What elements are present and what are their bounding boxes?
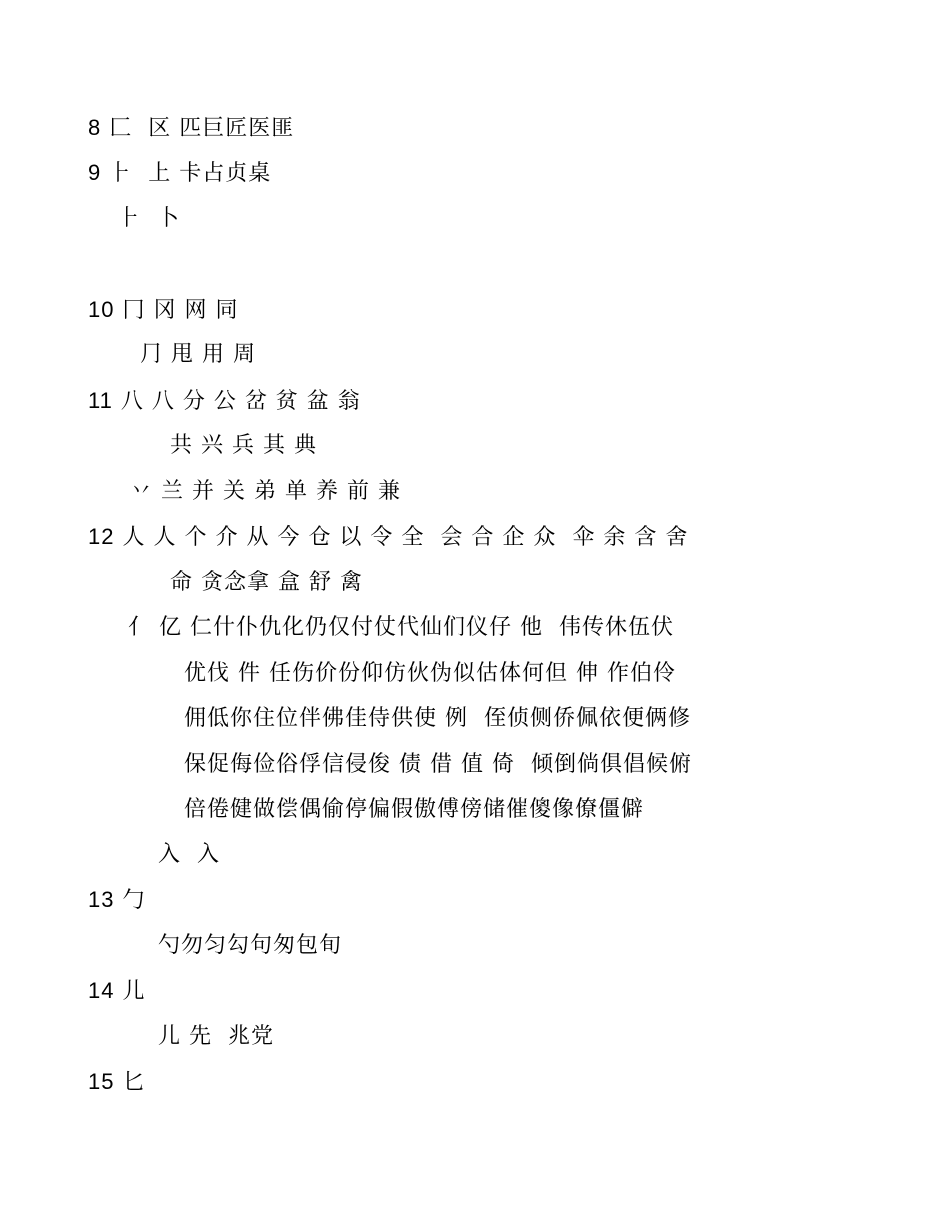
radical-subline — [128, 613, 674, 643]
line-text: 匚 区 匹巨匠医匪 — [109, 116, 295, 141]
radical-subline — [130, 477, 401, 507]
radical-subline — [170, 431, 317, 461]
line-text: ⺊ 上 卡占贞桌 — [109, 161, 272, 186]
line-text: 匕 — [122, 1070, 146, 1095]
line-text: 冂 冈 网 同 — [122, 298, 239, 323]
radical-number: 10 — [88, 297, 115, 322]
line-text: 倍倦健做偿偶偷停偏假傲傅傍储催傻像僚僵僻 — [184, 797, 645, 822]
radical-line-12 — [88, 522, 688, 553]
radical-line-10 — [88, 295, 238, 326]
radical-subline — [158, 1022, 274, 1052]
radical-line-8 — [88, 113, 294, 144]
radical-subline — [118, 204, 180, 234]
radical-number: 11 — [88, 388, 113, 413]
radical-subline — [158, 931, 342, 961]
radical-number: 8 — [88, 115, 102, 140]
line-text: 保促侮俭俗俘信侵俊 债 借 值 倚 倾倒倘俱倡候俯 — [184, 752, 692, 777]
line-text: 八 八 分 公 岔 贫 盆 翁 — [120, 389, 361, 414]
radical-line-15 — [88, 1067, 146, 1098]
line-text: ⺊ 卜 — [118, 206, 180, 231]
radical-number: 13 — [88, 887, 115, 912]
radical-subline — [184, 704, 691, 734]
radical-line-11 — [88, 386, 361, 417]
radical-subline — [184, 659, 676, 689]
line-text: ⺆ 甩 用 周 — [140, 342, 256, 367]
radical-subline — [184, 795, 644, 825]
radical-line-14 — [88, 976, 146, 1007]
line-text: 佣低你住位伴佛佳侍供使 例 侄侦侧侨佩依便俩修 — [184, 706, 691, 731]
line-text: 儿 — [122, 979, 146, 1004]
radical-number: 15 — [88, 1069, 115, 1094]
radical-line-9 — [88, 158, 271, 189]
radical-subline — [184, 750, 692, 780]
radical-subline — [170, 568, 363, 598]
line-text: 儿 先 兆党 — [158, 1024, 274, 1049]
line-text: 入 入 — [158, 842, 220, 867]
radical-subline — [140, 340, 256, 370]
line-text: 勺勿匀勾句匆包旬 — [158, 933, 343, 958]
radical-number: 12 — [88, 524, 115, 549]
line-text: 命 贪念拿 盒 舒 禽 — [170, 570, 363, 595]
line-text: 人 人 个 介 从 今 仓 以 令 全 会 合 企 众 伞 余 含 舍 — [122, 525, 689, 550]
line-text: 亻 亿 仁什仆仇化仍仅付仗代仙们仪仔 他 伟传休伍伏 — [128, 615, 674, 640]
radical-subline — [158, 840, 220, 870]
radical-line-13 — [88, 885, 146, 916]
radical-number: 9 — [88, 160, 102, 185]
radical-number: 14 — [88, 978, 115, 1003]
line-text: 丷 兰 并 关 弟 单 养 前 兼 — [130, 479, 401, 504]
line-text: 勹 — [122, 888, 146, 913]
line-text: 共 兴 兵 其 典 — [170, 433, 317, 458]
line-text: 优伐 件 任伤价份仰仿伙伪似估体何但 伸 作伯伶 — [184, 661, 676, 686]
